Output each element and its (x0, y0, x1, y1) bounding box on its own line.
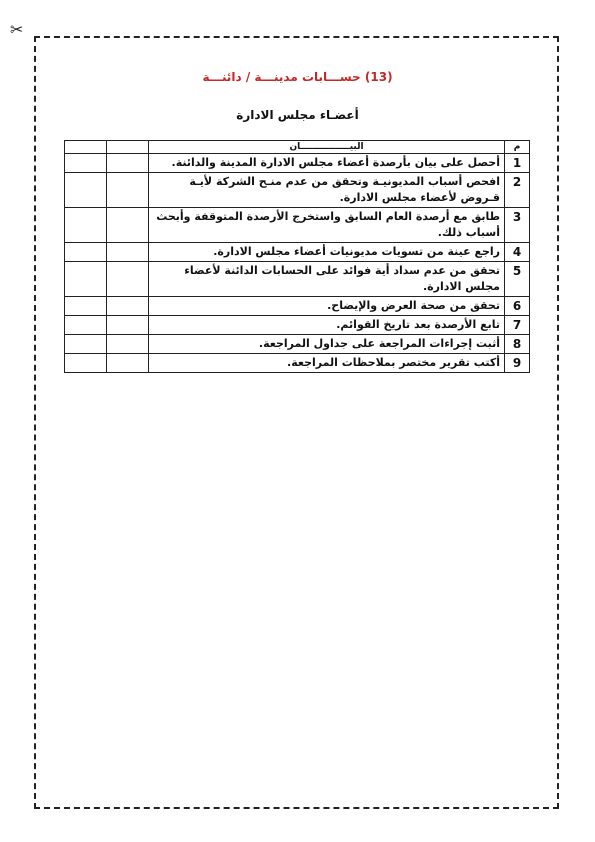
row-statement: تحقق من صحة العرض والإيضاح. (149, 297, 505, 316)
header-column-a (107, 141, 149, 154)
row-cell-a (107, 335, 149, 354)
header-statement: البيــــــــــــــــان (149, 141, 505, 154)
row-cell-b (65, 208, 107, 243)
table-header-row (65, 141, 530, 154)
table-row (65, 173, 530, 208)
row-number: 1 (505, 154, 530, 173)
row-statement: راجع عينة من تسويات مديونيات أعضاء مجلس الادارة. (149, 243, 505, 262)
row-number: 9 (505, 354, 530, 373)
row-statement: تابع الأرصدة بعد تاريخ القوائم. (149, 316, 505, 335)
row-number: 2 (505, 173, 530, 208)
table-row (65, 262, 530, 297)
scissors-icon: ✂ (10, 20, 24, 39)
row-statement: تحقق من عدم سداد أية فوائد على الحسابات الدائنة لأعضاء مجلس الادارة. (149, 262, 505, 297)
row-number: 4 (505, 243, 530, 262)
row-cell-a (107, 173, 149, 208)
table-row (65, 335, 530, 354)
row-cell-a (107, 262, 149, 297)
row-number: 6 (505, 297, 530, 316)
page-subtitle: أعضـاء مجلس الادارة (236, 108, 359, 122)
row-cell-b (65, 316, 107, 335)
row-cell-b (65, 154, 107, 173)
row-cell-b (65, 297, 107, 316)
row-cell-a (107, 208, 149, 243)
header-column-b (65, 141, 107, 154)
table-row (65, 354, 530, 373)
row-cell-a (107, 316, 149, 335)
table-row (65, 154, 530, 173)
audit-checklist-table (64, 140, 530, 373)
row-number: 3 (505, 208, 530, 243)
row-number: 5 (505, 262, 530, 297)
table-row (65, 243, 530, 262)
row-cell-a (107, 297, 149, 316)
row-cell-a (107, 354, 149, 373)
header-number: م (505, 141, 530, 154)
row-cell-b (65, 354, 107, 373)
row-statement: أثبت إجراءات المراجعة على جداول المراجعة. (149, 335, 505, 354)
row-cell-b (65, 173, 107, 208)
row-statement: طابق مع أرصدة العام السابق واستخرج الأرصدة المتوقفة وأبحث أسباب ذلك. (149, 208, 505, 243)
page-title: (13) حســـابات مدينـــة / دائنـــة (202, 70, 393, 84)
row-cell-a (107, 243, 149, 262)
table-row (65, 297, 530, 316)
row-statement: أكتب تقرير مختصر بملاحظات المراجعة. (149, 354, 505, 373)
row-statement: افحص أسباب المديونيـة وتحقق من عدم منـح الشركة لأيـة قـروض لأعضاء مجلس الادارة. (149, 173, 505, 208)
row-number: 7 (505, 316, 530, 335)
row-cell-b (65, 243, 107, 262)
row-cell-a (107, 154, 149, 173)
row-cell-b (65, 335, 107, 354)
table-row (65, 208, 530, 243)
row-cell-b (65, 262, 107, 297)
row-number: 8 (505, 335, 530, 354)
row-statement: أحصل على بيان بأرصدة أعضاء مجلس الادارة المدينة والدائنة. (149, 154, 505, 173)
table-row (65, 316, 530, 335)
